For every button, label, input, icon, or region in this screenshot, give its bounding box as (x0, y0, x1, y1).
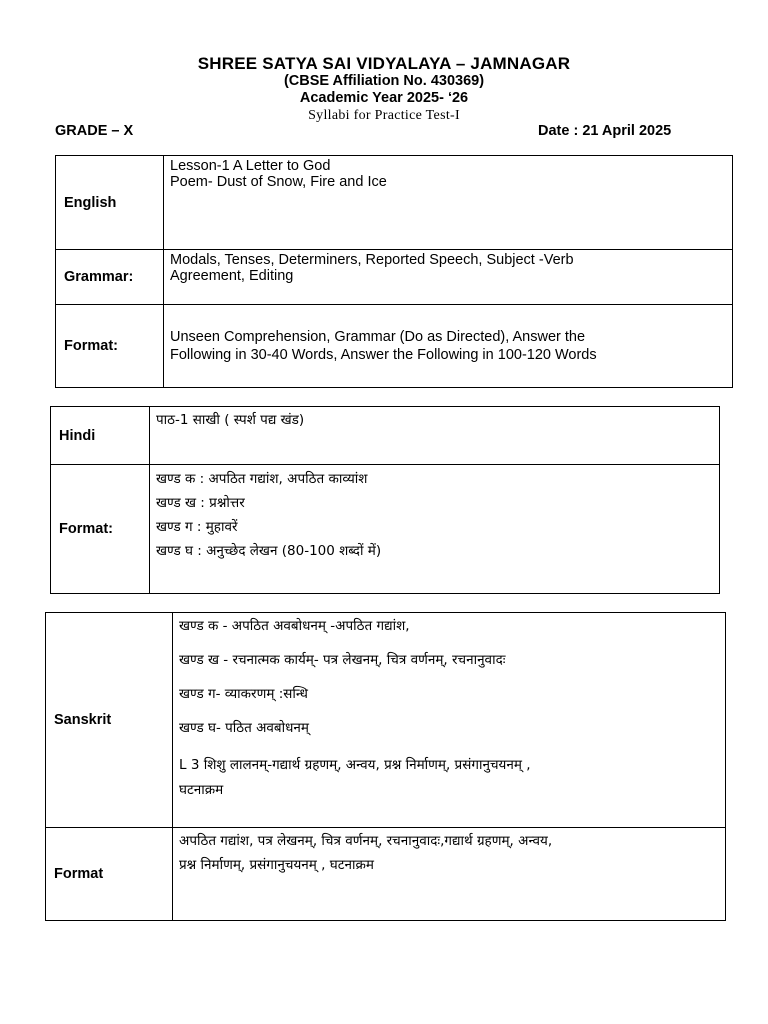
table-row (46, 828, 726, 921)
text-line: खण्ड घ : अनुच्छेद लेखन (80-100 शब्दों में) (156, 543, 382, 559)
row-label: Hindi (51, 407, 150, 465)
date: Date : 21 April 2025 (538, 123, 672, 139)
row-content (164, 305, 733, 388)
row-content (173, 613, 726, 828)
text-line: खण्ड ग : मुहावरें (156, 519, 238, 535)
row-label: English (56, 156, 164, 250)
school-name: SHREE SATYA SAI VIDYALAYA – JAMNAGAR (197, 54, 571, 73)
text-line: Poem- Dust of Snow, Fire and Ice (170, 174, 387, 190)
text-line: खण्ड क : अपठित गद्यांश, अपठित काव्यांश (156, 471, 368, 487)
syllabi-title: Syllabi for Practice Test-I (308, 108, 460, 123)
row-label: Sanskrit (46, 613, 173, 828)
grade: GRADE – X (55, 123, 134, 139)
table-row (51, 465, 720, 594)
row-label: Grammar: (56, 250, 164, 305)
text-line: पाठ-1 साखी ( स्पर्श पद्य खंड) (156, 412, 305, 428)
lesson-line: L 3 शिशु लालनम्-गद्यार्थ ग्रहणम्, अन्वय, प्रश्न निर्माणम्, प्रसंगानुचयनम् , (179, 757, 531, 773)
text-line: खण्ड क - अपठित अवबोधनम् -अपठित गद्यांश, (179, 618, 410, 634)
text-line: Agreement, Editing (170, 268, 294, 284)
table-row (56, 156, 733, 250)
text-line: Modals, Tenses, Determiners, Reported Speech, Subject -Verb (170, 252, 574, 268)
row-content (164, 250, 733, 305)
table-row (46, 613, 726, 828)
table-row (56, 250, 733, 305)
row-content (173, 828, 726, 921)
row-label: Format: (56, 305, 164, 388)
lesson-line-cont: घटनाक्रम (179, 782, 224, 798)
row-content (164, 156, 733, 250)
english-table (55, 155, 733, 388)
sanskrit-table (45, 612, 726, 921)
text-line: खण्ड ग- व्याकरणम् :सन्धि (179, 686, 308, 702)
hindi-table (50, 406, 720, 594)
table-row (51, 407, 720, 465)
text-line (179, 753, 725, 803)
table-row (56, 305, 733, 388)
affiliation: (CBSE Affiliation No. 430369) (283, 73, 485, 89)
text-line: खण्ड ख : प्रश्नोत्तर (156, 495, 245, 511)
row-label: Format (46, 828, 173, 921)
text-line: Unseen Comprehension, Grammar (Do as Directed), Answer the (170, 329, 586, 345)
text-line: खण्ड ख - रचनात्मक कार्यम्- पत्र लेखनम्, चित्र वर्णनम्, रचनानुवादः (179, 652, 506, 668)
row-label: Format: (51, 465, 150, 594)
text-line: अपठित गद्यांश, पत्र लेखनम्, चित्र वर्णनम्, रचनानुवादः,गद्यार्थ ग्रहणम्, अन्वय, (179, 833, 553, 849)
text-line: Following in 30-40 Words, Answer the Following in 100-120 Words (170, 347, 597, 363)
row-content (150, 407, 720, 465)
text-line: प्रश्न निर्माणम्, प्रसंगानुचयनम् , घटनाक्रम (179, 857, 374, 873)
academic-year: Academic Year 2025- ‘26 (299, 90, 469, 106)
text-line: Lesson-1 A Letter to God (170, 158, 331, 174)
row-content (150, 465, 720, 594)
text-line: खण्ड घ- पठित अवबोधनम् (179, 720, 309, 736)
